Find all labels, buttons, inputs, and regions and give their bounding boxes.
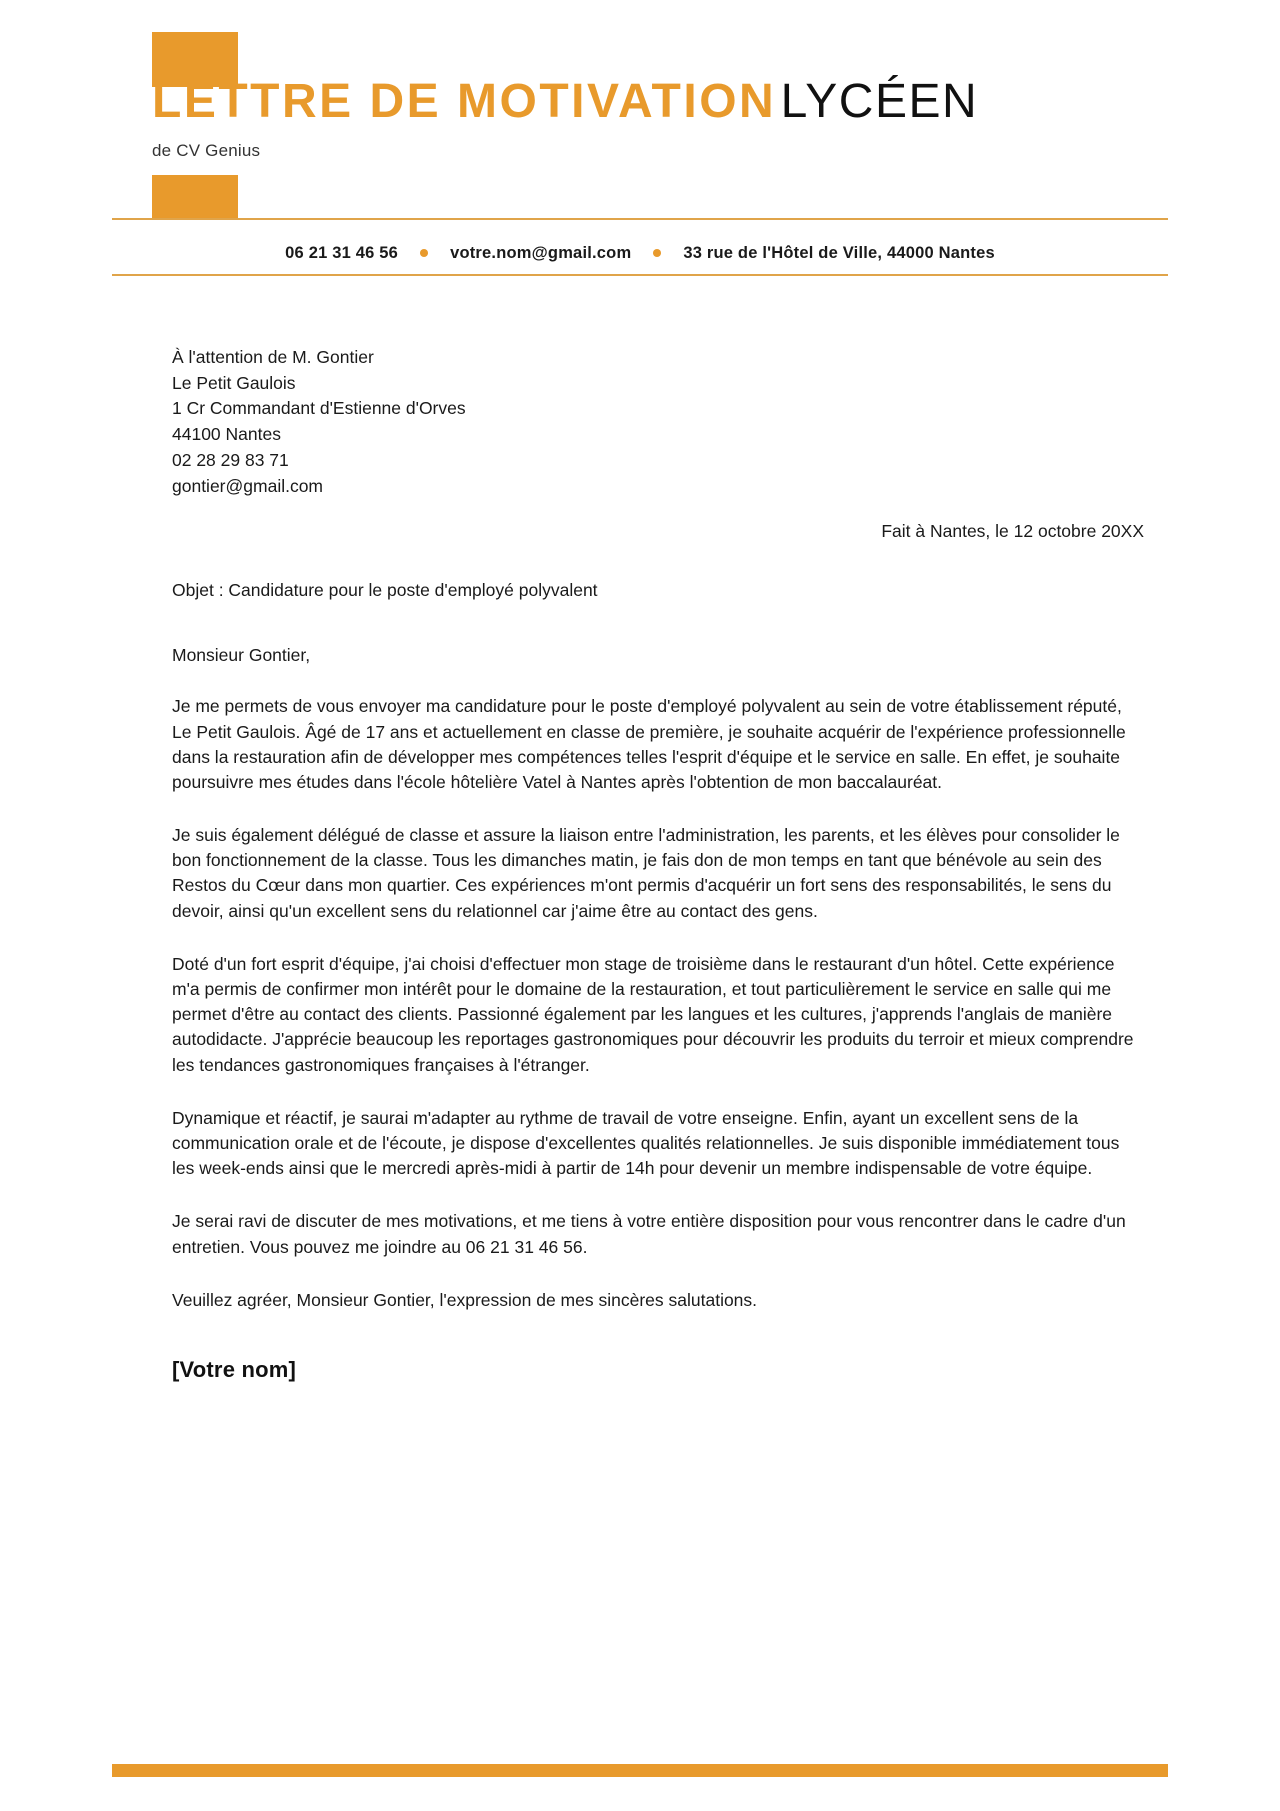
divider-bottom — [112, 274, 1168, 276]
body-paragraph: Je me permets de vous envoyer ma candidature pour le poste d'employé polyvalent au sein de votre établissement réputé, Le Petit Gaulois. Âgé de 17 ans et actuellement en classe de première, je souhaite acquérir de l'expérience professionnelle dans la restauration afin de développer mes compétences telles l'esprit d'équipe et le service en salle. En effet, je souhaite poursuivre mes études dans l'école hôtelière Vatel à Nantes après l'obtention de mon baccalauréat. — [172, 696, 1126, 792]
title-subtitle: de CV Genius — [152, 141, 261, 160]
divider-top — [112, 218, 1168, 220]
letter-body — [172, 345, 1144, 1383]
contact-address: 33 rue de l'Hôtel de Ville, 44000 Nantes — [683, 243, 995, 262]
recipient-email: gontier@gmail.com — [172, 475, 324, 496]
letter-page — [80, 0, 1200, 1811]
footer-accent-bar — [112, 1764, 1168, 1777]
body-paragraph: Dynamique et réactif, je saurai m'adapter au rythme de travail de votre enseigne. Enfin, ayant un excellent sens de la communication orale et de l'écoute, je dispose d'excellentes qualités relationnelles. Je suis disponible immédiatement tous les week-ends ainsi que le mercredi après-midi à partir de 14h pour devenir un membre indispensable de votre équipe. — [172, 1107, 1120, 1179]
contact-email: votre.nom@gmail.com — [450, 243, 632, 262]
contact-bar — [80, 233, 1200, 273]
recipient-block — [172, 345, 1144, 499]
title-rest: LYCÉEN — [780, 75, 979, 128]
bullet-separator-icon — [420, 249, 428, 257]
date-line: Fait à Nantes, le 12 octobre 20XX — [881, 521, 1144, 542]
closing-line: Veuillez agréer, Monsieur Gontier, l'expression de mes sincères salutations. — [172, 1289, 758, 1310]
recipient-city: 44100 Nantes — [172, 424, 281, 445]
signature-name: [Votre nom] — [172, 1356, 297, 1382]
page-title — [152, 75, 979, 128]
title-highlight: LETTRE DE MOTIVATION — [152, 75, 777, 128]
bullet-separator-icon — [653, 249, 661, 257]
salutation: Monsieur Gontier, — [172, 645, 311, 666]
recipient-phone: 02 28 29 83 71 — [172, 449, 289, 470]
letter-header — [80, 0, 1200, 262]
body-paragraph: Doté d'un fort esprit d'équipe, j'ai choisi d'effectuer mon stage de troisième dans le restaurant d'un hôtel. Cette expérience m'a permis de confirmer mon intérêt pour le domaine de la restauration, et tout particulièrement le service en salle qui me permet d'être au contact des clients. Passionné également par les langues et les cultures, j'apprends l'anglais de manière autodidacte. J'apprécie beaucoup les reportages gastronomiques pour découvrir les produits du terroir et mieux comprendre les tendances gastronomiques françaises à l'étranger. — [172, 953, 1134, 1075]
body-paragraph: Je suis également délégué de classe et assure la liaison entre l'administration, les parents, et les élèves pour consolider le bon fonctionnement de la classe. Tous les dimanches matin, je fais don de mon temps en tant que bénévole au sein des Restos du Cœur dans mon quartier. Ces expériences m'ont permis d'acquérir un fort sens des responsabilités, le sens du devoir, ainsi qu'un excellent sens du relationnel car j'aime être au contact des gens. — [172, 825, 1120, 921]
recipient-company: Le Petit Gaulois — [172, 372, 296, 393]
recipient-street: 1 Cr Commandant d'Estienne d'Orves — [172, 398, 466, 419]
accent-block-bottom — [152, 175, 238, 218]
contact-phone: 06 21 31 46 56 — [285, 243, 399, 262]
recipient-attention: À l'attention de M. Gontier — [172, 347, 374, 367]
body-paragraph: Je serai ravi de discuter de mes motivations, et me tiens à votre entière disposition pour vous rencontrer dans le cadre d'un entretien. Vous pouvez me joindre au 06 21 31 46 56. — [172, 1211, 1126, 1257]
subject-line: Objet : Candidature pour le poste d'employé polyvalent — [172, 580, 598, 601]
